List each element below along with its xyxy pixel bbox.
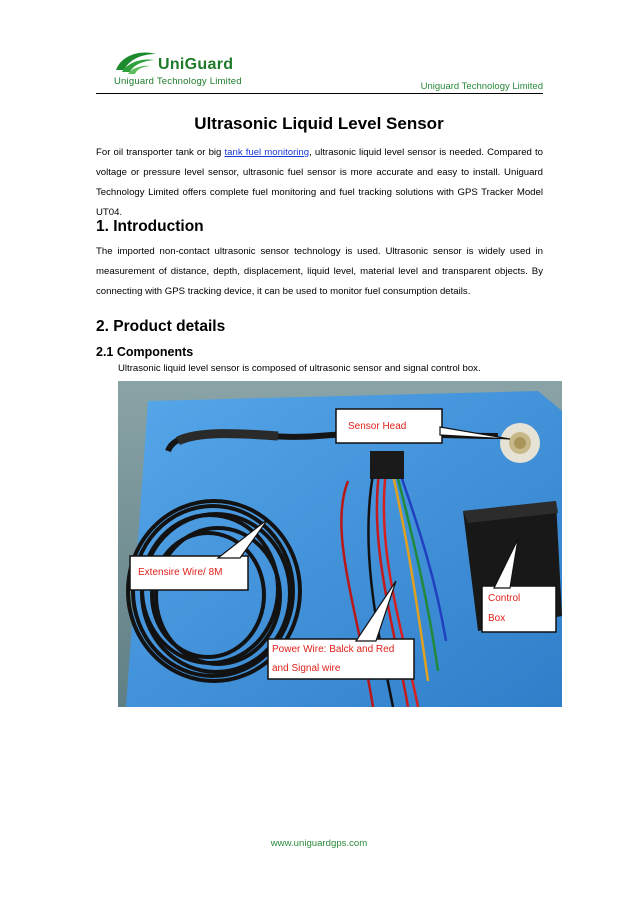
intro-text-end: , ultrasonic liquid level sensor is needed. Compared to voltage or pressure level sensor, ultrasonic fuel sensor is more accurate and easy to install. Uniguard Technology Limited offers complete fuel monitoring and fuel tracking solutions with GPS Tracker Model UT04. <box>96 147 543 218</box>
intro-text-start: For oil transporter tank or big <box>96 147 225 158</box>
section-heading-introduction: 1. Introduction <box>96 218 204 235</box>
logo-swoosh-icon <box>112 48 160 78</box>
control-box-label-line1: Control <box>488 593 521 604</box>
company-logo <box>110 46 270 90</box>
introduction-paragraph: The imported non-contact ultrasonic sensor technology is used. Ultrasonic sensor is widely used in measurement of distance, depth, displacement, liquid level, material level and transparent objects. By connecting with GPS tracking device, it can be used to monitor fuel consumption details. <box>96 246 543 297</box>
power-wire-label-line1: Power Wire: Balck and Red <box>272 644 395 655</box>
section-heading-product-details: 2. Product details <box>96 318 226 335</box>
subsection-heading-components: 2.1 Components <box>96 345 194 359</box>
page-header <box>96 44 543 94</box>
product-photo <box>118 381 562 707</box>
components-paragraph: Ultrasonic liquid level sensor is composed of ultrasonic sensor and signal control box. <box>118 363 481 374</box>
tank-fuel-monitoring-link[interactable]: tank fuel monitoring <box>224 147 310 158</box>
power-wire-label-line2: and Signal wire <box>272 663 341 674</box>
logo-subtitle: Uniguard Technology Limited <box>114 76 242 87</box>
extensive-wire-label: Extensire Wire/ 8M <box>138 567 223 578</box>
intro-paragraph <box>96 143 543 223</box>
document-title: Ultrasonic Liquid Level Sensor <box>194 114 444 133</box>
logo-wordmark: UniGuard <box>158 56 234 73</box>
wire-connector <box>370 451 404 479</box>
page-footer-website: www.uniguardgps.com <box>270 838 368 849</box>
header-company-name: Uniguard Technology Limited <box>420 81 543 92</box>
control-box-label-line2: Box <box>488 613 506 624</box>
sensor-head-label: Sensor Head <box>348 421 407 432</box>
